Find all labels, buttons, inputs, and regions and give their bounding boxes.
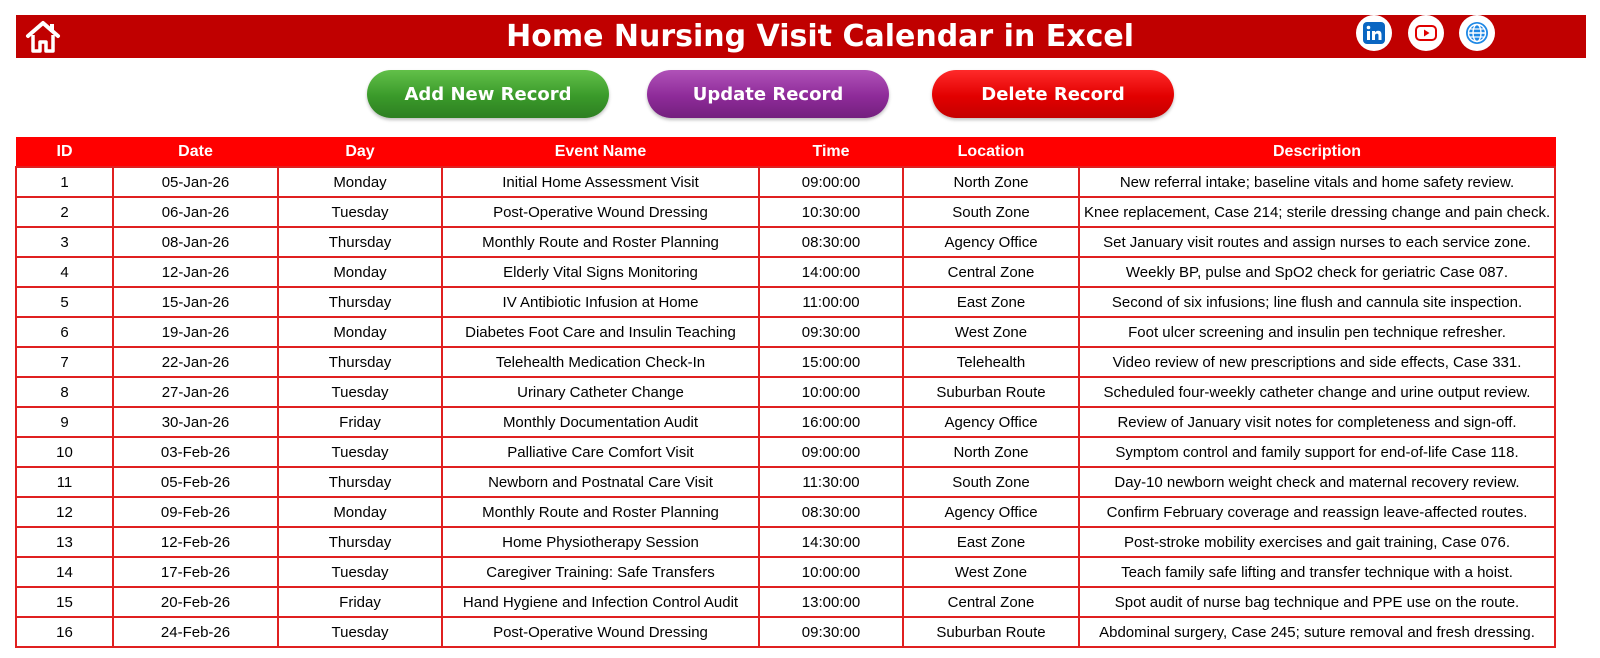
cell-description[interactable]: Scheduled four-weekly catheter change and urine output review. xyxy=(1079,377,1555,407)
youtube-icon[interactable] xyxy=(1408,15,1444,51)
cell-id[interactable]: 3 xyxy=(16,227,113,257)
table-row[interactable] xyxy=(16,227,1555,257)
cell-date[interactable]: 24-Feb-26 xyxy=(113,617,278,647)
cell-location[interactable]: West Zone xyxy=(903,557,1079,587)
cell-event-name[interactable]: Monthly Route and Roster Planning xyxy=(442,227,759,257)
update-record-button[interactable]: Update Record xyxy=(647,70,889,118)
cell-event-name[interactable]: Initial Home Assessment Visit xyxy=(442,167,759,197)
cell-id[interactable]: 15 xyxy=(16,587,113,617)
cell-date[interactable]: 12-Feb-26 xyxy=(113,527,278,557)
cell-description[interactable]: Post-stroke mobility exercises and gait training, Case 076. xyxy=(1079,527,1555,557)
table-body xyxy=(16,167,1555,647)
cell-event-name[interactable]: Caregiver Training: Safe Transfers xyxy=(442,557,759,587)
cell-day[interactable]: Friday xyxy=(278,587,442,617)
cell-location[interactable]: Agency Office xyxy=(903,227,1079,257)
cell-day[interactable]: Thursday xyxy=(278,347,442,377)
cell-description[interactable]: Abdominal surgery, Case 245; suture removal and fresh dressing. xyxy=(1079,617,1555,647)
table-row[interactable] xyxy=(16,257,1555,287)
cell-time[interactable]: 14:00:00 xyxy=(759,257,903,287)
cell-description[interactable]: Knee replacement, Case 214; sterile dressing change and pain check. xyxy=(1079,197,1555,227)
cell-day[interactable]: Tuesday xyxy=(278,437,442,467)
cell-location[interactable]: Suburban Route xyxy=(903,377,1079,407)
cell-date[interactable]: 20-Feb-26 xyxy=(113,587,278,617)
cell-id[interactable]: 5 xyxy=(16,287,113,317)
cell-day[interactable]: Thursday xyxy=(278,227,442,257)
cell-location[interactable]: North Zone xyxy=(903,437,1079,467)
cell-time[interactable]: 15:00:00 xyxy=(759,347,903,377)
cell-description[interactable]: Symptom control and family support for end-of-life Case 118. xyxy=(1079,437,1555,467)
cell-id[interactable]: 12 xyxy=(16,497,113,527)
table-row[interactable] xyxy=(16,497,1555,527)
cell-event-name[interactable]: Hand Hygiene and Infection Control Audit xyxy=(442,587,759,617)
cell-description[interactable]: Set January visit routes and assign nurses to each service zone. xyxy=(1079,227,1555,257)
cell-event-name[interactable]: IV Antibiotic Infusion at Home xyxy=(442,287,759,317)
cell-id[interactable]: 11 xyxy=(16,467,113,497)
table-row[interactable] xyxy=(16,467,1555,497)
page-title: Home Nursing Visit Calendar in Excel xyxy=(506,19,1134,54)
cell-id[interactable]: 14 xyxy=(16,557,113,587)
cell-location[interactable]: Central Zone xyxy=(903,257,1079,287)
table-row[interactable] xyxy=(16,197,1555,227)
cell-day[interactable]: Monday xyxy=(278,167,442,197)
cell-location[interactable]: Telehealth xyxy=(903,347,1079,377)
cell-date[interactable]: 05-Feb-26 xyxy=(113,467,278,497)
cell-location[interactable]: South Zone xyxy=(903,197,1079,227)
cell-event-name[interactable]: Newborn and Postnatal Care Visit xyxy=(442,467,759,497)
cell-time[interactable]: 10:00:00 xyxy=(759,557,903,587)
cell-time[interactable]: 09:00:00 xyxy=(759,167,903,197)
column-header-time[interactable]: Time xyxy=(759,137,903,167)
cell-time[interactable]: 08:30:00 xyxy=(759,227,903,257)
cell-location[interactable]: North Zone xyxy=(903,167,1079,197)
cell-location[interactable]: Central Zone xyxy=(903,587,1079,617)
cell-event-name[interactable]: Monthly Route and Roster Planning xyxy=(442,497,759,527)
cell-event-name[interactable]: Post-Operative Wound Dressing xyxy=(442,617,759,647)
cell-date[interactable]: 22-Jan-26 xyxy=(113,347,278,377)
table-row[interactable] xyxy=(16,617,1555,647)
cell-location[interactable]: South Zone xyxy=(903,467,1079,497)
cell-description[interactable]: Video review of new prescriptions and side effects, Case 331. xyxy=(1079,347,1555,377)
cell-day[interactable]: Monday xyxy=(278,257,442,287)
cell-id[interactable]: 13 xyxy=(16,527,113,557)
cell-event-name[interactable]: Home Physiotherapy Session xyxy=(442,527,759,557)
cell-description[interactable]: Confirm February coverage and reassign leave-affected routes. xyxy=(1079,497,1555,527)
cell-time[interactable]: 09:30:00 xyxy=(759,317,903,347)
cell-time[interactable]: 16:00:00 xyxy=(759,407,903,437)
cell-day[interactable]: Tuesday xyxy=(278,377,442,407)
cell-location[interactable]: Suburban Route xyxy=(903,617,1079,647)
cell-time[interactable]: 11:00:00 xyxy=(759,287,903,317)
table-row[interactable] xyxy=(16,407,1555,437)
table-row[interactable] xyxy=(16,527,1555,557)
cell-time[interactable]: 11:30:00 xyxy=(759,467,903,497)
cell-description[interactable]: Teach family safe lifting and transfer technique with a hoist. xyxy=(1079,557,1555,587)
cell-day[interactable]: Tuesday xyxy=(278,197,442,227)
cell-time[interactable]: 10:00:00 xyxy=(759,377,903,407)
cell-date[interactable]: 15-Jan-26 xyxy=(113,287,278,317)
cell-location[interactable]: East Zone xyxy=(903,287,1079,317)
cell-date[interactable]: 05-Jan-26 xyxy=(113,167,278,197)
cell-time[interactable]: 13:00:00 xyxy=(759,587,903,617)
website-icon[interactable] xyxy=(1459,15,1495,51)
table-row[interactable] xyxy=(16,167,1555,197)
cell-event-name[interactable]: Diabetes Foot Care and Insulin Teaching xyxy=(442,317,759,347)
cell-date[interactable]: 08-Jan-26 xyxy=(113,227,278,257)
table-row[interactable] xyxy=(16,347,1555,377)
cell-date[interactable]: 27-Jan-26 xyxy=(113,377,278,407)
table-row[interactable] xyxy=(16,587,1555,617)
cell-event-name[interactable]: Telehealth Medication Check-In xyxy=(442,347,759,377)
cell-date[interactable]: 30-Jan-26 xyxy=(113,407,278,437)
cell-event-name[interactable]: Elderly Vital Signs Monitoring xyxy=(442,257,759,287)
cell-day[interactable]: Tuesday xyxy=(278,557,442,587)
cell-description[interactable]: Foot ulcer screening and insulin pen technique refresher. xyxy=(1079,317,1555,347)
cell-event-name[interactable]: Palliative Care Comfort Visit xyxy=(442,437,759,467)
cell-location[interactable]: Agency Office xyxy=(903,407,1079,437)
column-header-description[interactable]: Description xyxy=(1079,137,1555,167)
cell-id[interactable]: 7 xyxy=(16,347,113,377)
cell-description[interactable]: Review of January visit notes for completeness and sign-off. xyxy=(1079,407,1555,437)
cell-date[interactable]: 12-Jan-26 xyxy=(113,257,278,287)
table-row[interactable] xyxy=(16,557,1555,587)
column-header-day[interactable]: Day xyxy=(278,137,442,167)
cell-time[interactable]: 14:30:00 xyxy=(759,527,903,557)
cell-id[interactable]: 8 xyxy=(16,377,113,407)
cell-date[interactable]: 03-Feb-26 xyxy=(113,437,278,467)
cell-date[interactable]: 19-Jan-26 xyxy=(113,317,278,347)
cell-id[interactable]: 10 xyxy=(16,437,113,467)
add-new-record-button[interactable]: Add New Record xyxy=(367,70,609,118)
table-row[interactable] xyxy=(16,317,1555,347)
cell-time[interactable]: 10:30:00 xyxy=(759,197,903,227)
cell-location[interactable]: East Zone xyxy=(903,527,1079,557)
cell-description[interactable]: Day-10 newborn weight check and maternal recovery review. xyxy=(1079,467,1555,497)
cell-description[interactable]: Spot audit of nurse bag technique and PPE use on the route. xyxy=(1079,587,1555,617)
cell-time[interactable]: 09:30:00 xyxy=(759,617,903,647)
cell-date[interactable]: 17-Feb-26 xyxy=(113,557,278,587)
cell-day[interactable]: Monday xyxy=(278,497,442,527)
cell-date[interactable]: 06-Jan-26 xyxy=(113,197,278,227)
cell-day[interactable]: Monday xyxy=(278,317,442,347)
column-header-date[interactable]: Date xyxy=(113,137,278,167)
column-header-event-name[interactable]: Event Name xyxy=(442,137,759,167)
cell-event-name[interactable]: Urinary Catheter Change xyxy=(442,377,759,407)
title-bar xyxy=(16,15,1586,58)
cell-day[interactable]: Thursday xyxy=(278,467,442,497)
cell-event-name[interactable]: Post-Operative Wound Dressing xyxy=(442,197,759,227)
cell-location[interactable]: Agency Office xyxy=(903,497,1079,527)
cell-date[interactable]: 09-Feb-26 xyxy=(113,497,278,527)
table-row[interactable] xyxy=(16,377,1555,407)
visit-table xyxy=(15,137,1556,648)
column-header-location[interactable]: Location xyxy=(903,137,1079,167)
cell-description[interactable]: New referral intake; baseline vitals and home safety review. xyxy=(1079,167,1555,197)
cell-description[interactable]: Weekly BP, pulse and SpO2 check for geriatric Case 087. xyxy=(1079,257,1555,287)
cell-location[interactable]: West Zone xyxy=(903,317,1079,347)
linkedin-icon[interactable] xyxy=(1356,15,1392,51)
cell-day[interactable]: Thursday xyxy=(278,287,442,317)
cell-id[interactable]: 4 xyxy=(16,257,113,287)
cell-day[interactable]: Friday xyxy=(278,407,442,437)
cell-event-name[interactable]: Monthly Documentation Audit xyxy=(442,407,759,437)
cell-id[interactable]: 16 xyxy=(16,617,113,647)
delete-record-button[interactable]: Delete Record xyxy=(932,70,1174,118)
table-row[interactable] xyxy=(16,437,1555,467)
cell-id[interactable]: 1 xyxy=(16,167,113,197)
cell-time[interactable]: 08:30:00 xyxy=(759,497,903,527)
column-header-id[interactable]: ID xyxy=(16,137,113,167)
table-header-row xyxy=(16,137,1555,167)
cell-time[interactable]: 09:00:00 xyxy=(759,437,903,467)
cell-day[interactable]: Thursday xyxy=(278,527,442,557)
cell-id[interactable]: 6 xyxy=(16,317,113,347)
cell-id[interactable]: 9 xyxy=(16,407,113,437)
cell-id[interactable]: 2 xyxy=(16,197,113,227)
table-row[interactable] xyxy=(16,287,1555,317)
cell-day[interactable]: Tuesday xyxy=(278,617,442,647)
cell-description[interactable]: Second of six infusions; line flush and cannula site inspection. xyxy=(1079,287,1555,317)
